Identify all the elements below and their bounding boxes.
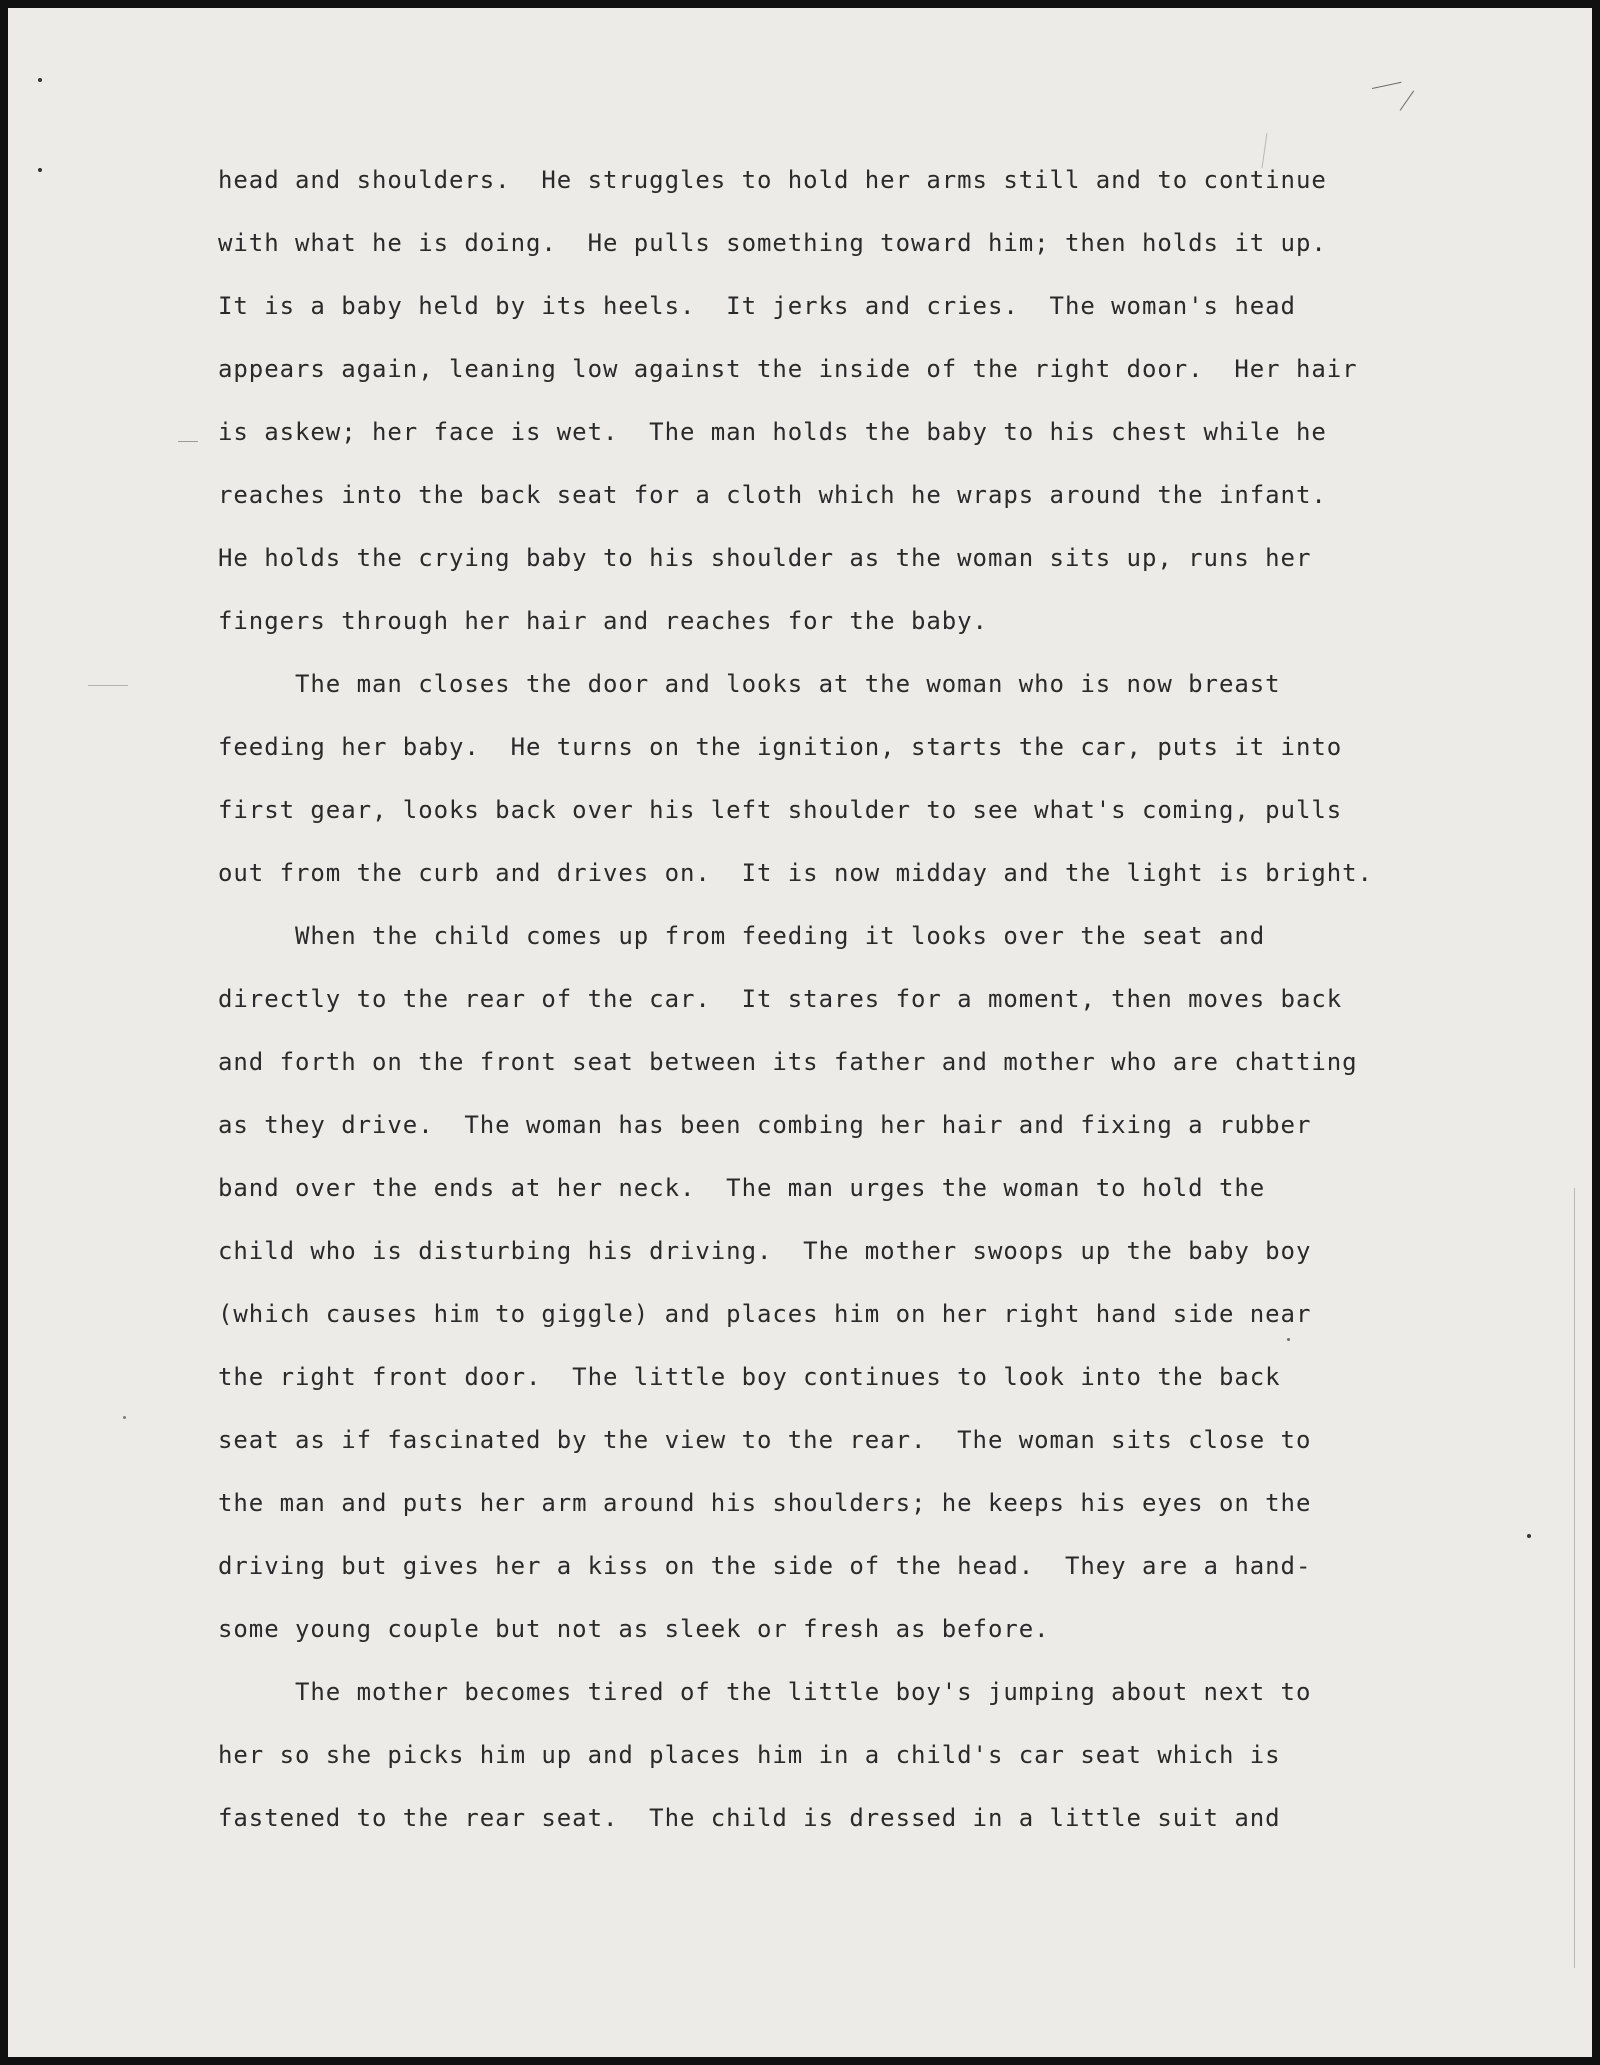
text-line: directly to the rear of the car. It stares for a moment, then moves back [218, 985, 1343, 1013]
text-line: (which causes him to giggle) and places him on her right hand side near [218, 1300, 1312, 1328]
text-line: with what he is doing. He pulls something toward him; then holds it up. [218, 229, 1327, 257]
corner-pencil-mark [1400, 91, 1415, 111]
text-line: her so she picks him up and places him in a child's car seat which is [218, 1741, 1281, 1769]
text-line: fingers through her hair and reaches for the baby. [218, 607, 988, 635]
text-line: child who is disturbing his driving. The mother swoops up the baby boy [218, 1237, 1312, 1265]
typewritten-page [8, 8, 1592, 2057]
text-line: band over the ends at her neck. The man urges the woman to hold the [218, 1174, 1266, 1202]
text-line: is askew; her face is wet. The man holds the baby to his chest while he [218, 418, 1327, 446]
right-edge-crease [1574, 1188, 1575, 1968]
text-line: reaches into the back seat for a cloth which he wraps around the infant. [218, 481, 1327, 509]
text-line: seat as if fascinated by the view to the rear. The woman sits close to [218, 1426, 1312, 1454]
text-line: as they drive. The woman has been combing her hair and fixing a rubber [218, 1111, 1312, 1139]
text-line: The man closes the door and looks at the woman who is now breast [218, 670, 1281, 698]
paper-speck [38, 168, 42, 172]
margin-dash-mark [178, 441, 198, 442]
paper-speck [1287, 1338, 1290, 1341]
text-line: the right front door. The little boy continues to look into the back [218, 1363, 1281, 1391]
text-line: and forth on the front seat between its father and mother who are chatting [218, 1048, 1358, 1076]
text-line: feeding her baby. He turns on the ignition, starts the car, puts it into [218, 733, 1343, 761]
text-line: driving but gives her a kiss on the side of the head. They are a hand- [218, 1552, 1312, 1580]
text-line: The mother becomes tired of the little boy's jumping about next to [218, 1678, 1312, 1706]
corner-pencil-mark [1372, 82, 1402, 89]
text-line: appears again, leaning low against the inside of the right door. Her hair [218, 355, 1358, 383]
text-line: head and shoulders. He struggles to hold her arms still and to continue [218, 166, 1327, 194]
paper-speck [38, 78, 42, 82]
text-line: When the child comes up from feeding it looks over the seat and [218, 922, 1266, 950]
text-line: He holds the crying baby to his shoulder as the woman sits up, runs her [218, 544, 1312, 572]
text-line: It is a baby held by its heels. It jerks and cries. The woman's head [218, 292, 1296, 320]
text-line: first gear, looks back over his left shoulder to see what's coming, pulls [218, 796, 1343, 824]
paper-speck [1527, 1534, 1531, 1538]
text-line: out from the curb and drives on. It is now midday and the light is bright. [218, 859, 1373, 887]
text-line: fastened to the rear seat. The child is dressed in a little suit and [218, 1804, 1281, 1832]
margin-dash-mark [88, 685, 128, 686]
text-line: some young couple but not as sleek or fresh as before. [218, 1615, 1050, 1643]
paper-speck [123, 1416, 126, 1419]
text-line: the man and puts her arm around his shoulders; he keeps his eyes on the [218, 1489, 1312, 1517]
